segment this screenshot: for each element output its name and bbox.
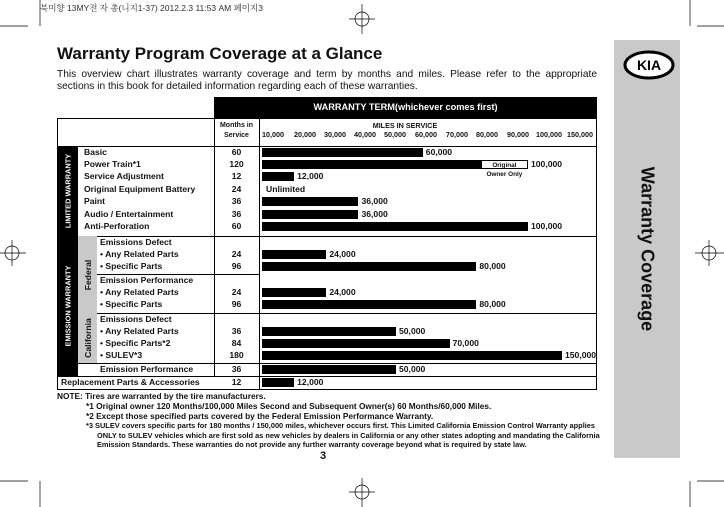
row-months: 12: [231, 377, 242, 387]
coverage-bar: [262, 339, 450, 348]
row-months: 24: [231, 249, 242, 259]
limited-warranty-label: LIMITED WARRANTY: [57, 146, 78, 236]
row-label: Emissions Defect: [100, 314, 172, 324]
miles-value-label: 80,000: [479, 261, 506, 271]
row-label: • Any Related Parts: [100, 326, 179, 336]
row-months: 12: [231, 171, 242, 181]
row-label: Power Train*1: [84, 159, 141, 169]
row-label: • Specific Parts: [100, 299, 163, 309]
miles-value-label: 150,000: [565, 350, 597, 360]
miles-value-label: 24,000: [329, 249, 356, 259]
miles-tick-label: 90,000: [507, 130, 529, 139]
row-label: • Specific Parts: [100, 261, 163, 271]
row-label: Original Equipment Battery: [84, 184, 196, 194]
row-months: 96: [231, 299, 242, 309]
miles-value-label: 24,000: [329, 287, 356, 297]
row-months: 96: [231, 261, 242, 271]
kia-logo: [623, 49, 675, 81]
row-months: 60: [231, 221, 242, 231]
page-title: Warranty Program Coverage at a Glance: [57, 44, 383, 63]
california-label: California: [78, 313, 97, 363]
row-months: 36: [231, 364, 242, 374]
row-months: 60: [231, 147, 242, 157]
row-label: Emission Performance: [100, 364, 194, 374]
miles-value-label: 100,000: [531, 221, 563, 231]
miles-value-label: 70,000: [452, 338, 479, 348]
miles-value-label: 60,000: [425, 147, 453, 157]
row-label: Basic: [84, 147, 107, 157]
note-tires: NOTE: Tires are warranted by the tire manufacturers.: [57, 391, 266, 401]
intro-paragraph: This overview chart illustrates warranty coverage and term by months and miles. Please refer to the appropriate sections in this book for detailed information regarding each of these warranties.: [57, 69, 597, 92]
coverage-bar: [262, 300, 476, 309]
miles-tick-label: 10,000: [262, 130, 284, 139]
miles-tick-label: 30,000: [324, 130, 346, 139]
row-label: Replacement Parts & Accessories: [61, 377, 200, 387]
coverage-bar: [262, 148, 423, 157]
row-months: 180: [229, 350, 244, 360]
row-label: • Any Related Parts: [100, 287, 179, 297]
row-label: Emission Performance: [100, 275, 194, 285]
row-months: 24: [231, 184, 242, 194]
coverage-bar: [262, 160, 481, 169]
row-label: • SULEV*3: [100, 350, 143, 360]
miles-value-label: 80,000: [479, 299, 506, 309]
row-months: 36: [231, 196, 242, 206]
note-1: *1 Original owner 120 Months/100,000 Miles Second and Subsequent Owner(s) 60 Months/60,000 Miles.: [86, 401, 492, 411]
note-3-cont-1: ONLY to SULEV vehicles which are first sold as new vehicles by dealers in California or any other states adopting and mandating the California: [97, 430, 600, 440]
miles-tick-label: 20,000: [294, 130, 316, 139]
row-label: Emissions Defect: [100, 237, 172, 247]
coverage-bar: [262, 210, 358, 219]
row-months: 36: [231, 326, 242, 336]
emission-warranty-label: EMISSION WARRANTY: [57, 236, 78, 376]
coverage-bar: [262, 222, 528, 231]
coverage-bar: [262, 378, 294, 387]
coverage-bar: [262, 365, 396, 374]
row-months: 36: [231, 209, 242, 219]
miles-value-label: 50,000: [399, 326, 426, 336]
miles-tick-label: 40,000: [354, 130, 376, 139]
coverage-bar: [262, 197, 358, 206]
miles-tick-label: 150,000: [567, 130, 593, 139]
svg-text:KIA: KIA: [636, 57, 662, 73]
miles-value-label: 12,000: [297, 171, 324, 181]
row-months: 120: [229, 159, 244, 169]
federal-label: Federal: [78, 236, 97, 313]
warranty-term-header: WARRANTY TERM(whichever comes first): [214, 97, 597, 118]
row-label: Audio / Entertainment: [84, 209, 174, 219]
row-label: • Any Related Parts: [100, 249, 179, 259]
original-owner-bar: Original Owner Only: [481, 160, 528, 169]
row-label: • Specific Parts*2: [100, 338, 171, 348]
row-months: 84: [231, 338, 242, 348]
row-label: Paint: [84, 196, 106, 206]
coverage-bar: [262, 327, 396, 336]
miles-value-label: 12,000: [297, 377, 324, 387]
page-number: 3: [320, 450, 327, 462]
miles-value-label: Unlimited: [266, 184, 306, 194]
header-divider: [57, 146, 597, 147]
miles-value-label: 36,000: [361, 196, 388, 206]
coverage-bar: [262, 288, 326, 297]
col-divider-months: [259, 118, 260, 390]
miles-tick-label: 70,000: [446, 130, 468, 139]
row-label: Service Adjustment: [84, 171, 164, 181]
print-header: 북미향 13MY전 자 총(니지1-37) 2012.2.3 11:53 AM 페이지3: [40, 3, 263, 13]
months-header: Months in Service: [219, 122, 254, 139]
sidebar-title: Warranty Coverage: [637, 166, 658, 332]
coverage-bar: [262, 250, 326, 259]
note-3: *3 SULEV covers specific parts for 180 months / 150,000 miles, whichever occurs first. This Limited California Emission Control Warranty applies: [86, 421, 596, 430]
miles-tick-label: 100,000: [536, 130, 562, 139]
miles-header: MILES IN SERVICE: [372, 121, 438, 130]
coverage-bar: [262, 172, 294, 181]
row-months: 24: [231, 287, 242, 297]
miles-value-label: 50,000: [399, 364, 426, 374]
miles-tick-label: 50,000: [384, 130, 406, 139]
miles-tick-label: 60,000: [415, 130, 437, 139]
miles-tick-label: 80,000: [476, 130, 498, 139]
miles-value-label: 100,000: [531, 159, 563, 169]
coverage-bar: [262, 351, 562, 360]
miles-value-label: 36,000: [361, 209, 388, 219]
coverage-bar: [262, 262, 476, 271]
note-3-cont-2: Emission Standards. These warranties do not provide any further warranty coverage beyond what is required by state law.: [97, 440, 527, 450]
row-label: Anti-Perforation: [84, 221, 150, 231]
federal-california-divider: [97, 313, 597, 314]
note-2: *2 Except those specified parts covered by the Federal Emission Performance Warranty.: [86, 411, 434, 421]
